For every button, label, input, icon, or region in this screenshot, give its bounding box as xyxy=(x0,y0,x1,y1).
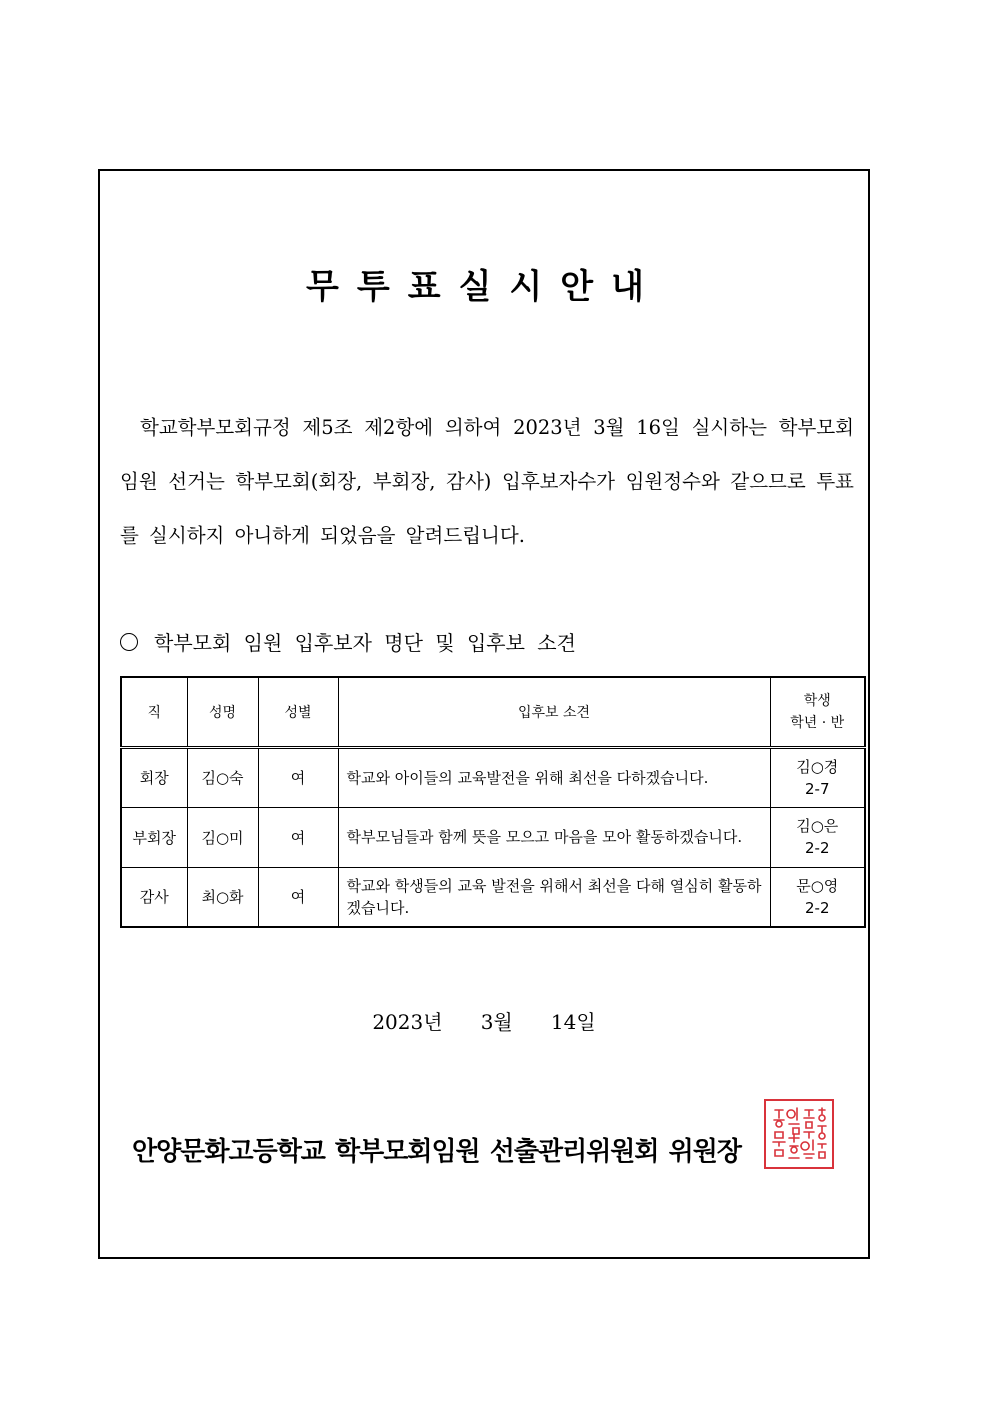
cell-gender: 여 xyxy=(258,747,338,807)
table-row xyxy=(121,807,865,867)
notice-title: 무투표실시안내 xyxy=(306,267,662,307)
header-student xyxy=(770,677,865,747)
cell-student xyxy=(770,747,865,807)
cell-pledge: 학교와 학생들의 교육 발전을 위해서 최선을 다해 열심히 활동하겠습니다. xyxy=(338,867,770,927)
cell-pledge: 학교와 아이들의 교육발전을 위해 최선을 다하겠습니다. xyxy=(338,747,770,807)
official-seal-stamp xyxy=(764,1099,834,1169)
circle-bullet-icon xyxy=(120,633,138,651)
notice-date: 2023년 3월 14일 xyxy=(372,1010,596,1034)
table-row xyxy=(121,867,865,927)
cell-name: 김○숙 xyxy=(187,747,258,807)
cell-student xyxy=(770,867,865,927)
cell-student-class: 2-7 xyxy=(805,779,830,798)
signature-line: 안양문화고등학교 학부모회임원 선출관리위원회 위원장 xyxy=(132,1137,741,1167)
cell-pledge: 학부모님들과 함께 뜻을 모으고 마음을 모아 활동하겠습니다. xyxy=(338,807,770,867)
cell-student-name: 문○영 xyxy=(796,876,839,895)
header-student-line2: 학년 · 반 xyxy=(790,714,845,731)
table-row xyxy=(121,747,865,807)
table-header-row xyxy=(121,677,865,747)
notice-paragraph: 학교학부모회규정 제5조 제2항에 의하여 2023년 3월 16일 실시하는 학부모회 임원 선거는 학부모회(회장, 부회장, 감사) 입후보자수가 임원정수와 같으므로 투표를 실시하지 아니하게 되었음을 알려드립니다. xyxy=(120,416,854,547)
candidate-table xyxy=(120,676,866,928)
header-pledge: 입후보 소견 xyxy=(338,677,770,747)
header-gender: 성별 xyxy=(258,677,338,747)
cell-student-name: 김○은 xyxy=(796,817,839,835)
section-heading-text: 학부모회 임원 입후보자 명단 및 입후보 소견 xyxy=(154,631,576,655)
cell-position: 감사 xyxy=(121,867,187,927)
header-name: 성명 xyxy=(187,677,258,747)
notice-frame xyxy=(98,169,870,1259)
cell-gender: 여 xyxy=(258,807,338,867)
cell-student xyxy=(770,807,865,867)
cell-student-class: 2-2 xyxy=(805,898,830,917)
cell-student-class: 2-2 xyxy=(805,839,830,857)
seal-icon xyxy=(769,1104,829,1164)
cell-position: 부회장 xyxy=(121,807,187,867)
header-student-line1: 학생 xyxy=(803,692,831,709)
cell-name: 최○화 xyxy=(187,867,258,927)
cell-name: 김○미 xyxy=(187,807,258,867)
cell-student-name: 김○경 xyxy=(796,757,839,776)
cell-gender: 여 xyxy=(258,867,338,927)
section-heading xyxy=(120,627,576,656)
cell-position: 회장 xyxy=(121,747,187,807)
header-position: 직 xyxy=(121,677,187,747)
